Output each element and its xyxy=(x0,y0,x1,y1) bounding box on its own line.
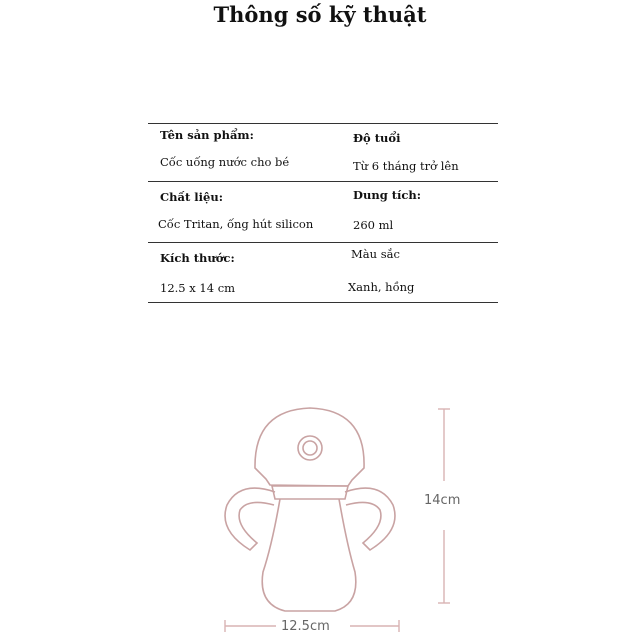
cup-band xyxy=(272,486,348,499)
width-label: 12.5cm xyxy=(281,619,330,634)
spec-value-product-name: Cốc uống nước cho bé xyxy=(160,155,290,169)
page-title: Thông số kỹ thuật xyxy=(213,2,427,27)
spec-value-age: Từ 6 tháng trở lên xyxy=(353,159,459,173)
right-handle xyxy=(345,488,395,550)
spec-label-product-name: Tên sản phẩm: xyxy=(160,128,254,142)
spec-value-capacity: 260 ml xyxy=(353,218,394,232)
spec-label-size: Kích thước: xyxy=(160,251,235,265)
spec-label-age: Độ tuổi xyxy=(353,131,401,145)
lid-button xyxy=(298,436,322,460)
cup-outline xyxy=(225,408,395,611)
spec-label-capacity: Dung tích: xyxy=(353,188,422,202)
spec-value-material: Cốc Tritan, ống hút silicon xyxy=(158,217,314,231)
lid-button-inner xyxy=(303,441,317,455)
cup-body xyxy=(262,499,356,611)
cup-lid xyxy=(255,408,364,486)
spec-value-color: Xanh, hồng xyxy=(348,280,415,294)
spec-value-size: 12.5 x 14 cm xyxy=(160,281,236,295)
left-handle xyxy=(225,488,275,550)
spec-label-color: Màu sắc xyxy=(351,247,400,261)
spec-label-material: Chất liệu: xyxy=(160,190,223,204)
height-label: 14cm xyxy=(424,493,461,508)
